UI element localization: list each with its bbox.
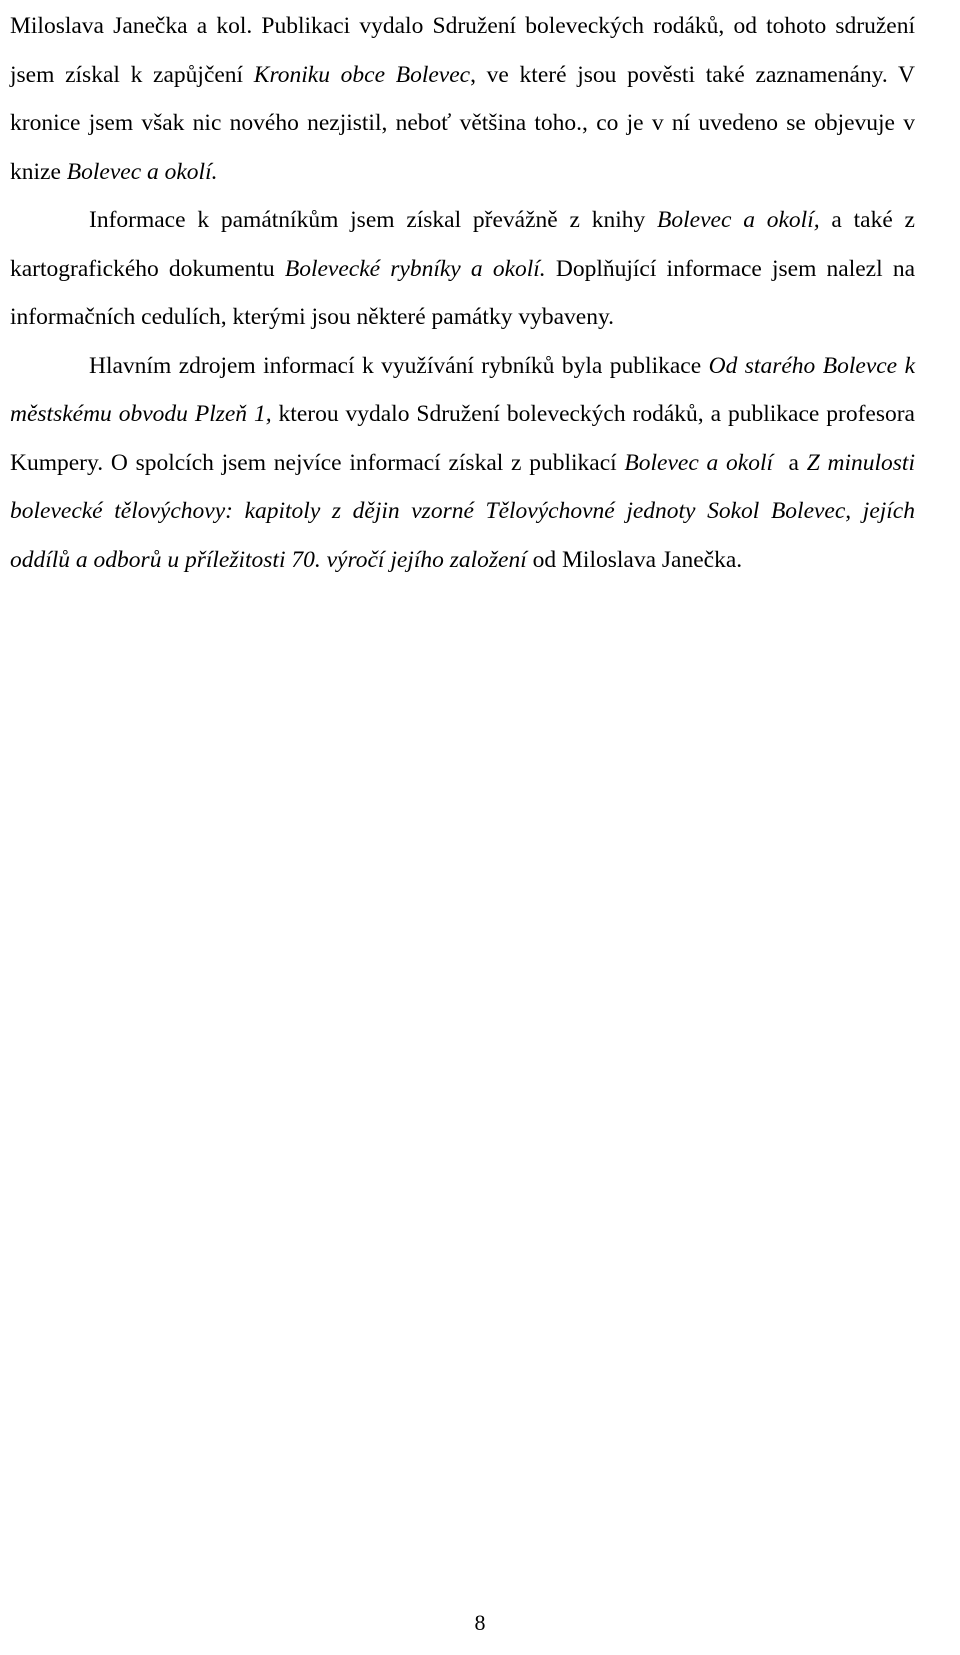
text-run: a — [773, 449, 807, 476]
text-run-italic: Kroniku obce Bolevec — [253, 61, 471, 88]
text-run-italic: Bolevec a okolí. — [66, 158, 218, 185]
text-run: a také z kartografického dokumentu — [10, 207, 915, 282]
text-run: Miloslava Janečka a kol. Publikaci vydalo Sdružení boleveckých rodáků, od tohoto sdružení jsem získal k zapůjčení — [10, 13, 915, 88]
text-run: Informace k památníkům jsem získal převážně z knihy — [89, 207, 658, 233]
text-run: od Miloslava Janečka. — [526, 546, 743, 573]
body-text — [10, 2, 915, 584]
paragraph-ponds-sources — [10, 342, 915, 585]
text-run: Doplňující informace jsem nalezl na informačních cedulích, kterými jsou některé památky vybaveny. — [10, 255, 916, 330]
page-number: 8 — [474, 1610, 486, 1635]
text-run-italic: Od starého Bolevce k městskému obvodu Plzeň 1, — [10, 352, 915, 427]
text-run: , ve které jsou pověsti také zaznamenány. V kronice jsem však nic nového nezjistil, neboť většina toho., co je v ní uvedeno se objevuje v knize — [10, 61, 915, 185]
text-run-italic: Z minulosti bolevecké tělovýchovy: kapitoly z dějin vzorné Tělovýchovné jednoty Sokol Bolevec, jejích oddílů a odborů u příležitosti 70. výročí jejího založení — [10, 449, 915, 573]
paragraph-continued — [10, 2, 915, 196]
text-run: kterou vydalo Sdružení boleveckých rodáků, a publikace profesora Kumpery. O spolcích jsem nejvíce informací získal z publikací — [10, 401, 915, 476]
text-run-italic: Bolevecké rybníky a okolí. — [284, 255, 546, 282]
paragraph-memorials-sources — [10, 196, 915, 342]
text-run-italic: Bolevec a okolí — [624, 449, 773, 476]
text-run-italic: Bolevec a okolí, — [657, 207, 820, 233]
text-run: Hlavním zdrojem informací k využívání rybníků byla publikace — [89, 352, 709, 379]
